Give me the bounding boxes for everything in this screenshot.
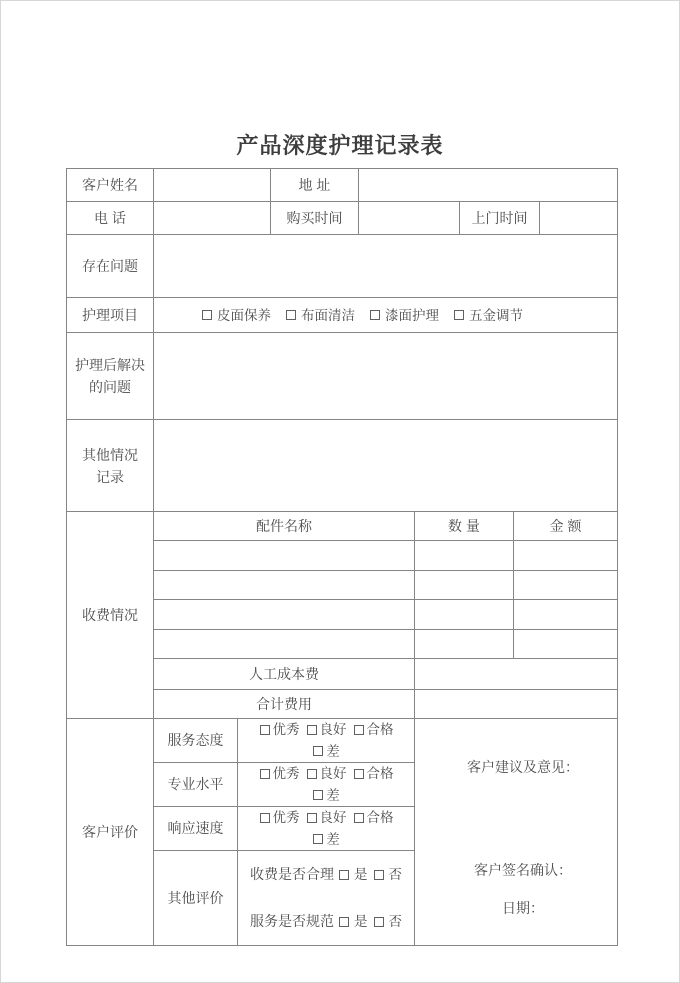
qty-field[interactable]	[415, 571, 514, 600]
service-yes-option[interactable]: 是	[339, 911, 368, 932]
care-option-leather[interactable]: 皮面保养	[202, 305, 271, 326]
labor-cost-label: 人工成本费	[154, 659, 415, 690]
evaluation-label: 客户评价	[67, 719, 154, 946]
checkbox-icon[interactable]	[260, 769, 270, 779]
other-evaluation-label: 其他评价	[154, 851, 238, 946]
other-record-label: 其他情况 记录	[67, 420, 154, 512]
checkbox-icon[interactable]	[307, 813, 317, 823]
phone-label: 电 话	[67, 202, 154, 235]
criterion-response-label: 响应速度	[154, 807, 238, 851]
labor-cost-field[interactable]	[415, 659, 618, 690]
rating-good[interactable]: 良好	[307, 807, 347, 828]
checkbox-icon[interactable]	[202, 310, 212, 320]
qty-field[interactable]	[415, 630, 514, 659]
rating-good[interactable]: 良好	[307, 763, 347, 784]
checkbox-icon[interactable]	[354, 725, 364, 735]
fee-reasonable-row	[250, 851, 402, 898]
care-record-table	[66, 168, 618, 946]
fee-no-option[interactable]: 否	[374, 864, 403, 885]
total-cost-field[interactable]	[415, 690, 618, 719]
attitude-rating-options	[238, 719, 415, 763]
rating-poor[interactable]: 差	[313, 829, 340, 850]
solved-problems-label: 护理后解决 的问题	[67, 333, 154, 420]
care-items-label: 护理项目	[67, 298, 154, 333]
address-field[interactable]	[359, 169, 618, 202]
rating-pass[interactable]: 合格	[354, 719, 394, 740]
rating-poor[interactable]: 差	[313, 785, 340, 806]
service-standard-row	[250, 898, 402, 945]
checkbox-icon[interactable]	[313, 746, 323, 756]
care-option-hardware[interactable]: 五金调节	[454, 305, 523, 326]
signature-label: 客户签名确认：	[474, 862, 573, 878]
rating-good[interactable]: 良好	[307, 719, 347, 740]
charges-label: 收费情况	[67, 512, 154, 719]
qty-field[interactable]	[415, 600, 514, 630]
checkbox-icon[interactable]	[313, 790, 323, 800]
checkbox-icon[interactable]	[370, 310, 380, 320]
other-record-field[interactable]	[154, 420, 618, 512]
checkbox-icon[interactable]	[339, 917, 349, 927]
amount-field[interactable]	[514, 541, 618, 571]
amount-header: 金 额	[514, 512, 618, 541]
checkbox-icon[interactable]	[454, 310, 464, 320]
care-option-fabric[interactable]: 布面清洁	[286, 305, 355, 326]
checkbox-icon[interactable]	[260, 813, 270, 823]
address-label: 地 址	[271, 169, 359, 202]
amount-field[interactable]	[514, 630, 618, 659]
customer-name-field[interactable]	[154, 169, 271, 202]
care-option-paint[interactable]: 漆面护理	[370, 305, 439, 326]
problems-label: 存在问题	[67, 235, 154, 298]
solved-problems-field[interactable]	[154, 333, 618, 420]
criterion-professional-label: 专业水平	[154, 763, 238, 807]
rating-pass[interactable]: 合格	[354, 807, 394, 828]
qty-header: 数 量	[415, 512, 514, 541]
phone-field[interactable]	[154, 202, 271, 235]
part-name-header: 配件名称	[154, 512, 415, 541]
part-name-field[interactable]	[154, 600, 415, 630]
checkbox-icon[interactable]	[374, 870, 384, 880]
response-rating-options	[238, 807, 415, 851]
amount-field[interactable]	[514, 600, 618, 630]
amount-field[interactable]	[514, 571, 618, 600]
professional-rating-options	[238, 763, 415, 807]
checkbox-icon[interactable]	[354, 813, 364, 823]
form-title: 产品深度护理记录表	[236, 133, 444, 158]
remarks-cell	[415, 719, 618, 946]
part-name-field[interactable]	[154, 571, 415, 600]
other-evaluation-items	[238, 851, 415, 946]
checkbox-icon[interactable]	[354, 769, 364, 779]
visit-time-field[interactable]	[540, 202, 618, 235]
fee-reasonable-label: 收费是否合理	[250, 866, 334, 882]
suggestion-label: 客户建议及意见：	[467, 759, 580, 775]
checkbox-icon[interactable]	[286, 310, 296, 320]
purchase-time-field[interactable]	[359, 202, 460, 235]
rating-excellent[interactable]: 优秀	[260, 719, 300, 740]
visit-time-label: 上门时间	[460, 202, 540, 235]
problems-field[interactable]	[154, 235, 618, 298]
checkbox-icon[interactable]	[374, 917, 384, 927]
checkbox-icon[interactable]	[260, 725, 270, 735]
checkbox-icon[interactable]	[339, 870, 349, 880]
date-label: 日期：	[502, 900, 545, 916]
rating-poor[interactable]: 差	[313, 741, 340, 762]
qty-field[interactable]	[415, 541, 514, 571]
customer-name-label: 客户姓名	[67, 169, 154, 202]
rating-pass[interactable]: 合格	[354, 763, 394, 784]
checkbox-icon[interactable]	[313, 834, 323, 844]
rating-excellent[interactable]: 优秀	[260, 763, 300, 784]
part-name-field[interactable]	[154, 630, 415, 659]
criterion-attitude-label: 服务态度	[154, 719, 238, 763]
part-name-field[interactable]	[154, 541, 415, 571]
service-standard-label: 服务是否规范	[250, 913, 334, 929]
fee-yes-option[interactable]: 是	[339, 864, 368, 885]
total-cost-label: 合计费用	[154, 690, 415, 719]
checkbox-icon[interactable]	[307, 769, 317, 779]
rating-excellent[interactable]: 优秀	[260, 807, 300, 828]
care-items-options	[154, 298, 618, 333]
service-no-option[interactable]: 否	[374, 911, 403, 932]
checkbox-icon[interactable]	[307, 725, 317, 735]
purchase-time-label: 购买时间	[271, 202, 359, 235]
